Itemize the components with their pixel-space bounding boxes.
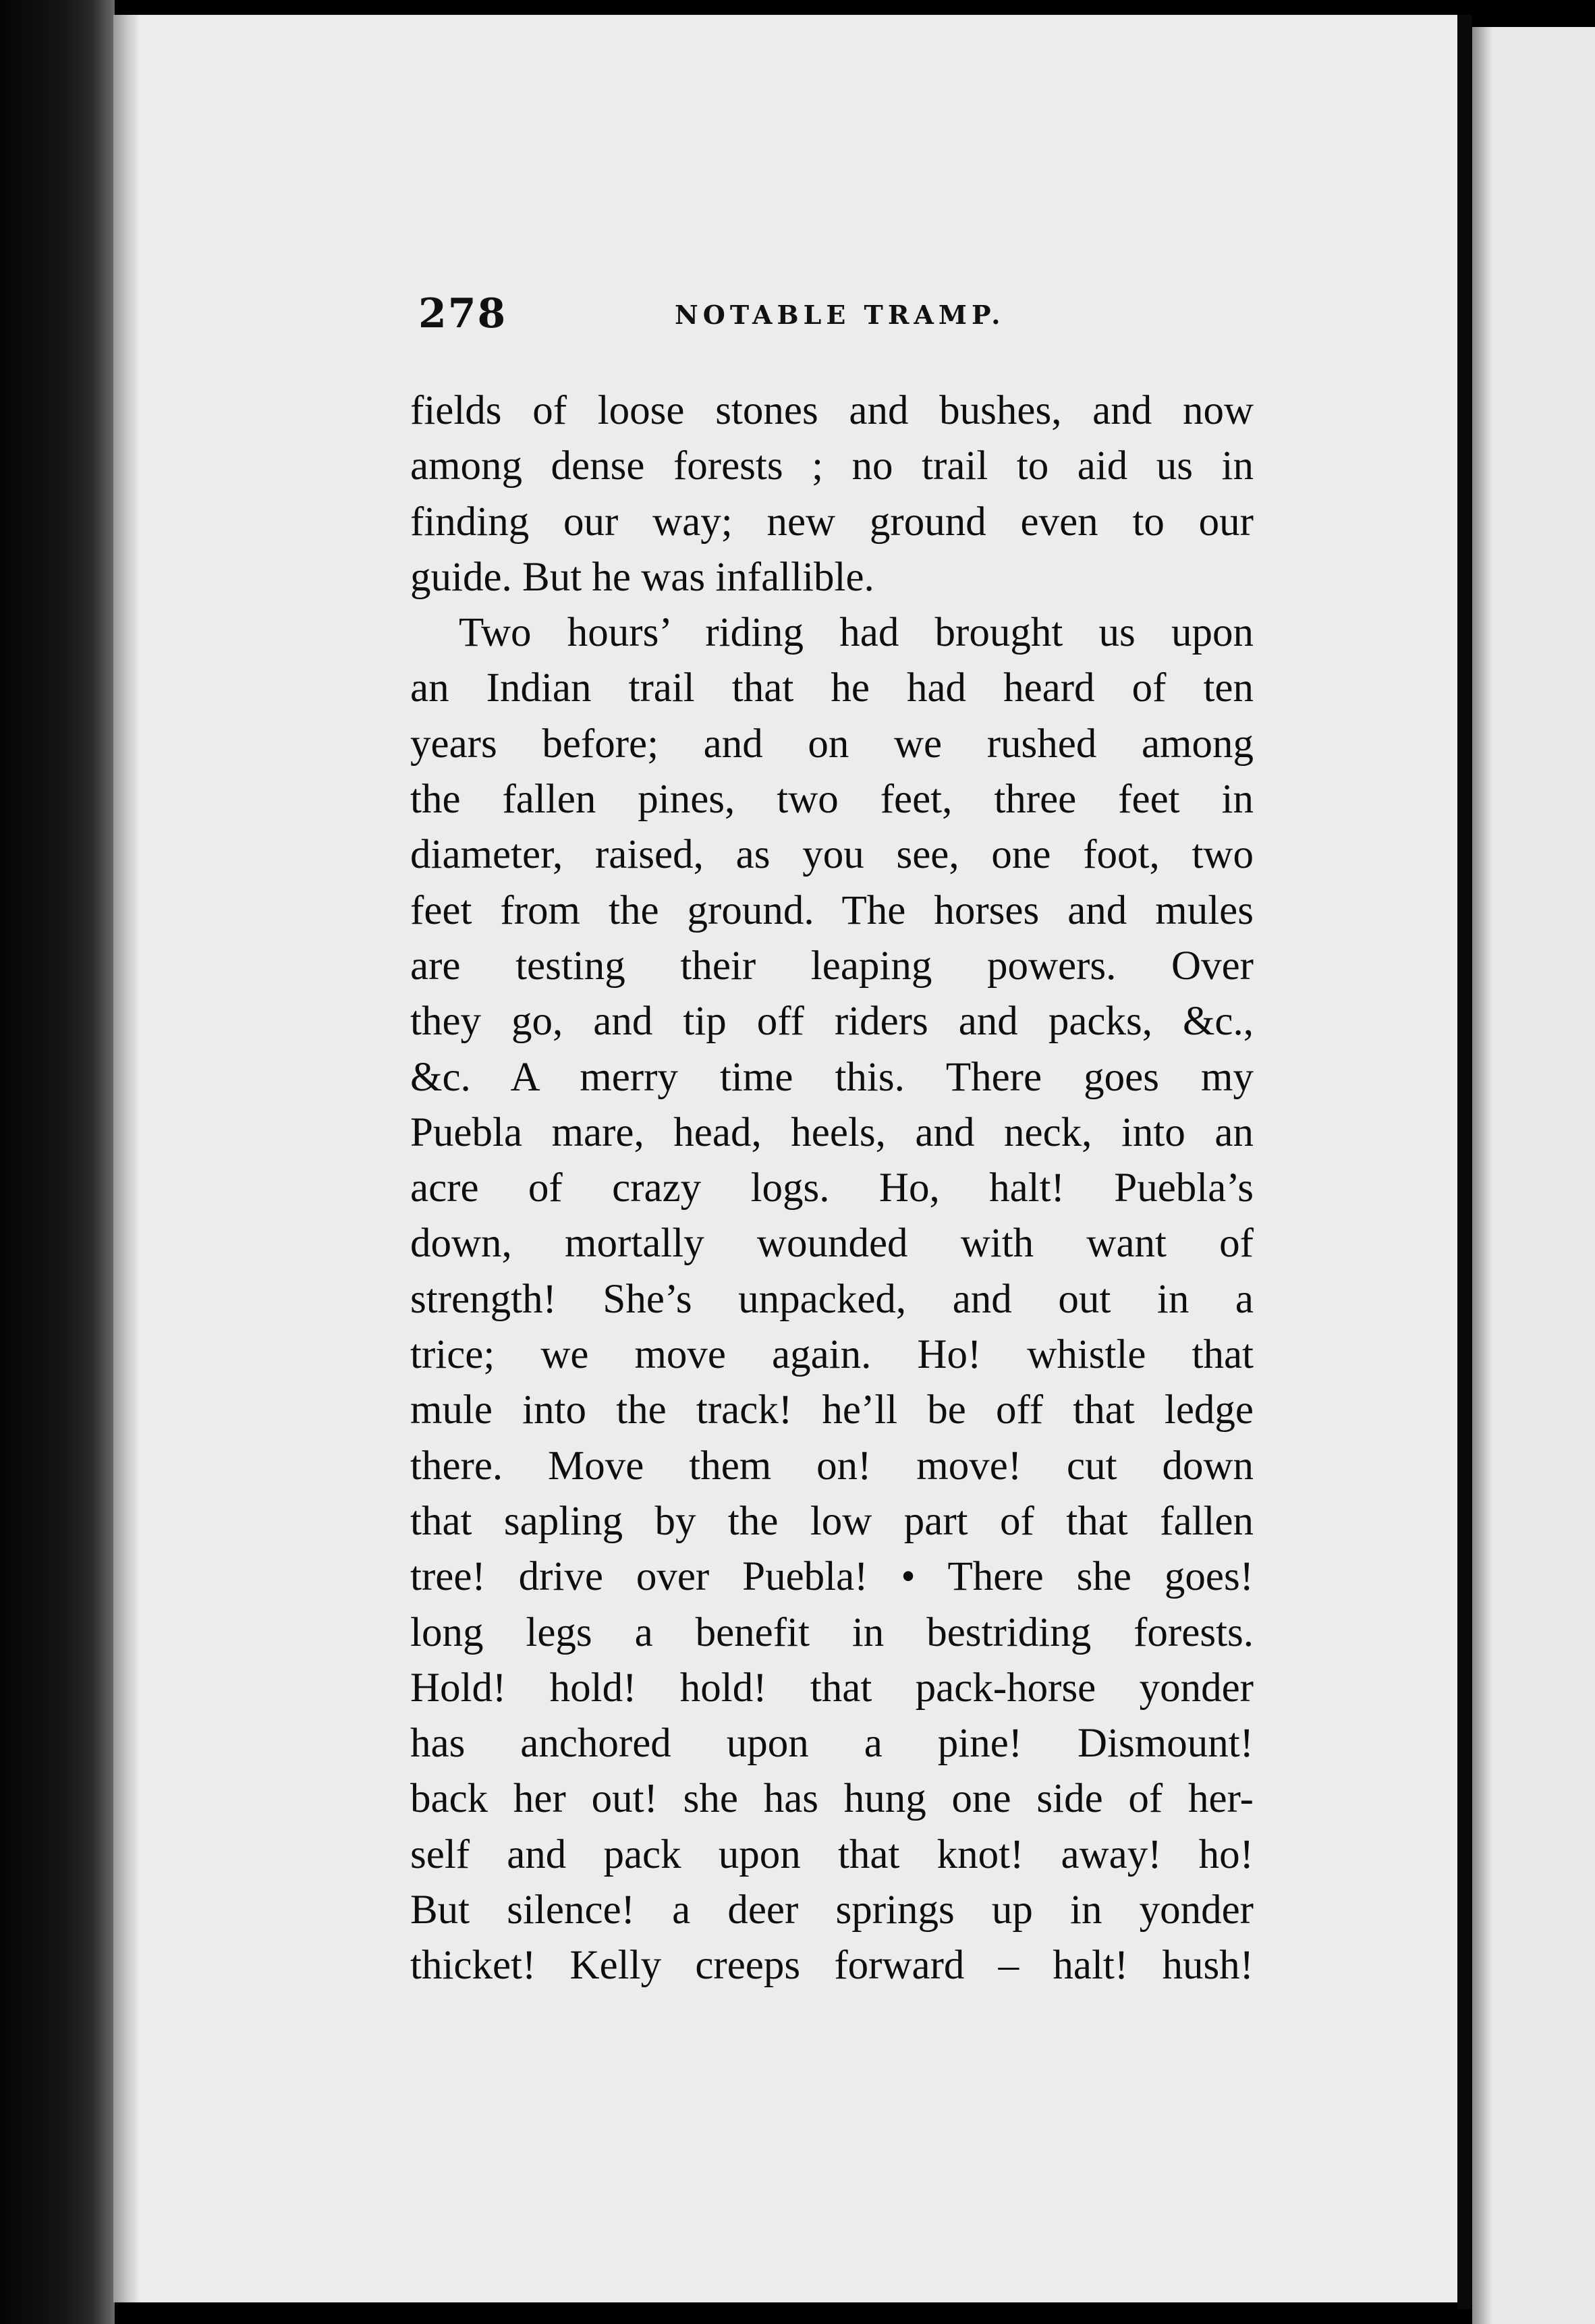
page-header — [418, 290, 1295, 344]
text-line: strength! She’s unpacked, and out in a — [410, 1276, 1254, 1322]
text-line: acre of crazy logs. Ho, halt! Puebla’s — [410, 1165, 1254, 1211]
text-line: an Indian trail that he had heard of ten — [410, 665, 1254, 711]
facing-page-shadow — [1472, 27, 1492, 2324]
text-line: back her out! she has hung one side of her- — [410, 1776, 1254, 1822]
text-line: guide. But he was infallible. — [410, 554, 874, 600]
text-line: has anchored upon a pine! Dismount! — [410, 1721, 1254, 1767]
text-line: trice; we move again. Ho! whistle that — [410, 1332, 1254, 1378]
text-line: mule into the track! he’ll be off that ledge — [410, 1387, 1254, 1433]
text-line: self and pack upon that knot! away! ho! — [410, 1831, 1254, 1877]
text-line: they go, and tip off riders and packs, &c., — [410, 999, 1254, 1045]
text-line: finding our way; new ground even to our — [410, 499, 1254, 545]
text-line: there. Move them on! move! cut down — [410, 1443, 1254, 1489]
text-line: Two hours’ riding had brought us upon — [459, 610, 1254, 656]
text-line: years before; and on we rushed among — [410, 721, 1254, 767]
left-binding-edge — [0, 0, 115, 2324]
text-line: are testing their leaping powers. Over — [410, 943, 1254, 989]
text-line: Puebla mare, head, heels, and neck, into an — [410, 1109, 1254, 1155]
text-line: feet from the ground. The horses and mules — [410, 887, 1254, 933]
page-gutter-shadow — [113, 15, 140, 2302]
text-line: down, mortally wounded with want of — [410, 1221, 1254, 1267]
body-text — [410, 383, 1254, 1994]
text-line: the fallen pines, two feet, three feet in — [410, 777, 1254, 823]
text-line: fields of loose stones and bushes, and now — [410, 388, 1254, 433]
page-number: 278 — [418, 290, 507, 337]
text-line: Hold! hold! hold! that pack-horse yonder — [410, 1665, 1254, 1711]
text-line: diameter, raised, as you see, one foot, two — [410, 832, 1254, 878]
running-head: NOTABLE TRAMP. — [675, 300, 1005, 330]
page-divider — [1457, 15, 1472, 2309]
text-line: &c. A merry time this. There goes my — [410, 1054, 1254, 1100]
text-line: thicket! Kelly creeps forward – halt! hush! — [410, 1943, 1254, 1989]
text-line: among dense forests ; no trail to aid us in — [410, 443, 1254, 489]
text-line: long legs a benefit in bestriding forests. — [410, 1609, 1254, 1655]
text-line: But silence! a deer springs up in yonder — [410, 1887, 1254, 1933]
text-line: tree! drive over Puebla! • There she goes! — [410, 1554, 1254, 1600]
text-line: that sapling by the low part of that fallen — [410, 1498, 1254, 1544]
